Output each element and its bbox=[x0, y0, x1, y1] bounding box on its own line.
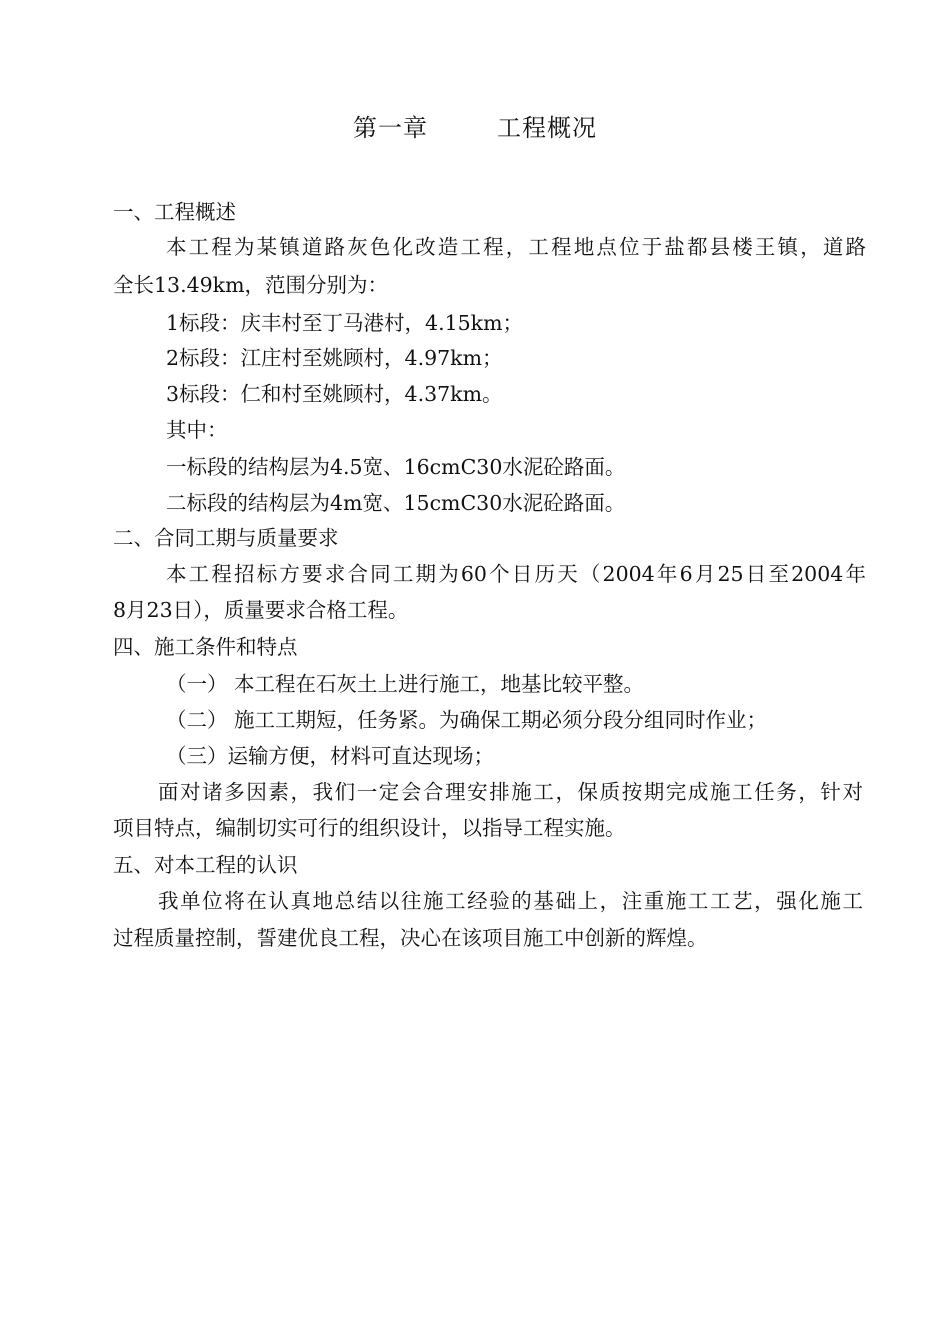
paragraph-line: 一标段的结构层为4.5宽、16cmC30水泥砼路面。 bbox=[166, 455, 626, 479]
list-item: （一） 本工程在石灰土上进行施工，地基比较平整。 bbox=[166, 672, 645, 696]
section-heading-contract: 二、合同工期与质量要求 bbox=[113, 526, 339, 550]
paragraph-line: 8月23日），质量要求合格工程。 bbox=[113, 598, 409, 622]
paragraph-line: 本工程招标方要求合同工期为60个日历天（2004年6月25日至2004年 bbox=[166, 562, 866, 586]
list-item: 1标段：庆丰村至丁马港村，4.15km； bbox=[166, 311, 524, 335]
list-item: （二） 施工工期短，任务紧。为确保工期必须分段分组同时作业； bbox=[166, 708, 768, 732]
list-item: （三）运输方便，材料可直达现场； bbox=[166, 744, 494, 768]
section-heading-overview: 一、工程概述 bbox=[113, 200, 236, 224]
list-item: 3标段：仁和村至姚顾村，4.37km。 bbox=[166, 382, 503, 406]
paragraph-line: 过程质量控制，誓建优良工程，决心在该项目施工中创新的辉煌。 bbox=[113, 926, 708, 950]
list-item: 2标段：江庄村至姚顾村，4.97km； bbox=[166, 346, 503, 370]
paragraph-line: 我单位将在认真地总结以往施工经验的基础上，注重施工工艺，强化施工 bbox=[158, 889, 863, 913]
chapter-title: 第一章 工程概况 bbox=[352, 114, 598, 142]
paragraph-line: 全长13.49km，范围分别为： bbox=[113, 273, 389, 297]
paragraph-line: 其中： bbox=[166, 418, 228, 442]
paragraph-line: 项目特点，编制切实可行的组织设计，以指导工程实施。 bbox=[113, 816, 626, 840]
section-heading-conditions: 四、施工条件和特点 bbox=[113, 635, 298, 659]
paragraph-line: 二标段的结构层为4m宽、15cmC30水泥砼路面。 bbox=[166, 491, 626, 515]
section-heading-understanding: 五、对本工程的认识 bbox=[113, 853, 298, 877]
paragraph-line: 本工程为某镇道路灰色化改造工程，工程地点位于盐都县楼王镇，道路 bbox=[166, 235, 866, 259]
paragraph-line: 面对诸多因素，我们一定会合理安排施工，保质按期完成施工任务，针对 bbox=[158, 780, 863, 804]
